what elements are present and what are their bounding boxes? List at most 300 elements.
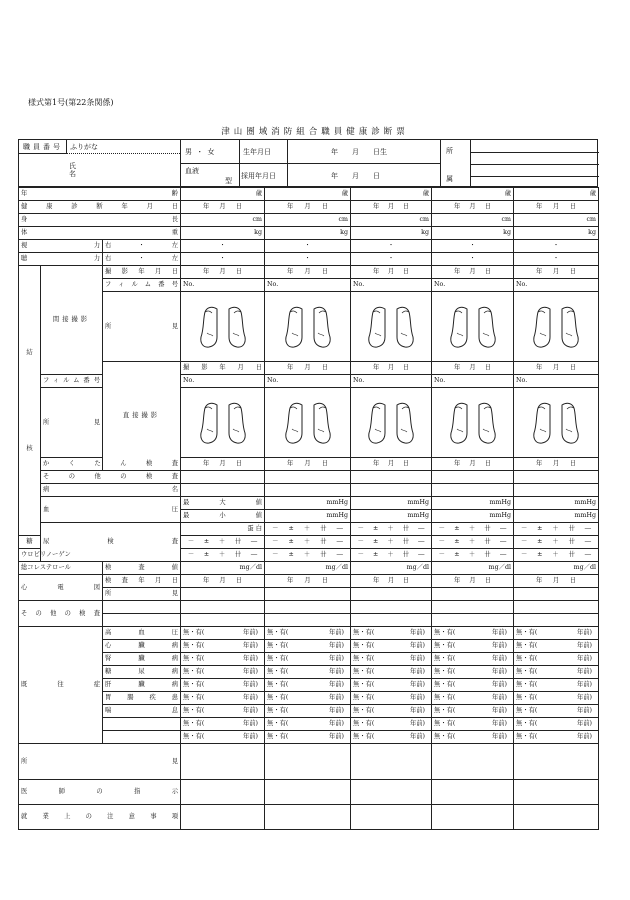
value-cell[interactable] (514, 780, 599, 805)
value-cell[interactable] (514, 601, 599, 614)
history-cell[interactable] (181, 627, 265, 640)
value-cell[interactable] (181, 780, 265, 805)
scale-mark: － (520, 525, 528, 532)
vision-dot: ・ (469, 242, 476, 249)
history-cell[interactable] (265, 705, 351, 718)
date-cell[interactable] (351, 266, 432, 279)
value-cell[interactable] (265, 780, 351, 805)
history-cell[interactable] (432, 666, 514, 679)
birthdate-value[interactable]: 年 月 日生 (331, 148, 387, 156)
history-yes-no: 無・有( (516, 694, 538, 701)
history-cell[interactable] (432, 692, 514, 705)
history-cell[interactable] (514, 679, 599, 692)
value-cell[interactable] (181, 601, 265, 614)
history-yes-no: 無・有( (516, 681, 538, 688)
vision-label: 視 力 (21, 242, 100, 249)
value-cell[interactable] (351, 497, 432, 510)
history-cell[interactable] (181, 640, 265, 653)
month-mark: 月 (219, 577, 226, 584)
date-cell[interactable] (351, 575, 432, 588)
value-cell[interactable] (265, 614, 351, 627)
vision-dot: ・ (469, 255, 476, 262)
value-cell[interactable] (351, 471, 432, 484)
history-yes-no: 無・有( (434, 668, 456, 675)
film-number-label: フィルム番号 (43, 377, 100, 384)
xray-findings-cell[interactable] (514, 388, 599, 458)
month-mark: 月 (304, 577, 311, 584)
date-cell[interactable] (432, 458, 514, 471)
month-mark: 月 (552, 268, 560, 275)
history-yes-no: 無・有( (353, 707, 375, 714)
history-yes-no: 無・有( (516, 720, 538, 727)
year-mark: 年 (536, 577, 543, 584)
history-cell[interactable] (181, 705, 265, 718)
film-no-cell[interactable] (432, 279, 514, 292)
value-cell[interactable] (432, 484, 514, 497)
history-cell[interactable] (181, 679, 265, 692)
doctor-instruction-label: 医師の指示 (21, 788, 179, 795)
history-years-ago: 年前) (491, 681, 508, 688)
scale-mark: ＋ (468, 551, 476, 558)
history-years-ago: 年前) (328, 720, 345, 727)
history-yes-no: 無・有( (434, 707, 456, 714)
value-cell[interactable] (351, 562, 432, 575)
value-cell[interactable] (181, 214, 265, 227)
month-mark: 月 (219, 203, 226, 210)
findings-label: 所 見 (105, 322, 179, 330)
history-cell[interactable] (514, 640, 599, 653)
date-cell[interactable] (265, 575, 351, 588)
value-cell[interactable] (432, 510, 514, 523)
history-cell[interactable] (514, 666, 599, 679)
date-cell[interactable] (432, 575, 514, 588)
value-cell[interactable] (351, 601, 432, 614)
value-cell[interactable] (181, 253, 265, 266)
history-disease-label: 肝 臓 病 (105, 681, 179, 688)
history-years-ago: 年前) (242, 642, 259, 649)
year-mark: 年 (536, 460, 543, 467)
year-mark: 年 (536, 364, 543, 371)
film-no-cell[interactable] (181, 375, 265, 388)
date-cell[interactable] (514, 362, 599, 375)
scale-mark: － (187, 551, 195, 558)
vision-dot: ・ (552, 255, 560, 262)
history-yes-no: 無・有( (516, 707, 538, 714)
urine-scale-cell[interactable] (265, 549, 351, 562)
film-no-prefix: No. (183, 377, 195, 384)
history-years-ago: 年前) (491, 707, 508, 714)
history-years-ago: 年前) (491, 629, 508, 636)
urine-scale-cell[interactable] (265, 523, 351, 536)
history-yes-no: 無・有( (267, 629, 289, 636)
history-years-ago: 年前) (491, 694, 508, 701)
history-years-ago: 年前) (576, 668, 593, 675)
value-cell[interactable] (265, 562, 351, 575)
history-years-ago: 年前) (576, 655, 593, 662)
value-cell[interactable] (432, 588, 514, 601)
value-cell[interactable] (514, 805, 599, 830)
scale-mark: ＋ (218, 551, 226, 558)
sex-field[interactable]: 男 ・ 女 (185, 148, 216, 156)
value-cell[interactable] (181, 614, 265, 627)
history-cell[interactable] (514, 705, 599, 718)
date-cell[interactable] (351, 458, 432, 471)
film-no-cell[interactable] (514, 375, 599, 388)
value-cell[interactable] (351, 805, 432, 830)
value-cell[interactable] (265, 805, 351, 830)
value-cell[interactable] (181, 227, 265, 240)
urine-scale-cell[interactable] (432, 523, 514, 536)
value-cell[interactable] (265, 253, 351, 266)
urine-scale-cell[interactable] (432, 549, 514, 562)
blood-type-label-2: 型 (225, 177, 232, 185)
value-cell[interactable] (514, 484, 599, 497)
year-mark: 年 (287, 577, 294, 584)
value-cell[interactable] (351, 588, 432, 601)
scale-mark: ＋ (552, 525, 559, 532)
scale-mark: 卄 (568, 525, 575, 532)
scale-mark: ― (584, 525, 592, 532)
history-cell[interactable] (514, 718, 599, 731)
value-cell[interactable] (265, 497, 351, 510)
value-cell[interactable] (351, 614, 432, 627)
value-cell[interactable] (265, 188, 351, 201)
day-mark: 日 (569, 268, 576, 275)
date-cell[interactable] (181, 201, 265, 214)
value-cell[interactable] (432, 188, 514, 201)
history-yes-no: 無・有( (434, 733, 456, 740)
history-cell[interactable] (265, 731, 351, 744)
history-cell[interactable] (432, 718, 514, 731)
history-yes-no: 無・有( (353, 681, 375, 688)
scale-mark: ± (203, 551, 210, 558)
film-no-cell[interactable] (432, 375, 514, 388)
value-cell[interactable] (265, 744, 351, 780)
date-cell[interactable] (432, 362, 514, 375)
age-unit: 歳 (255, 190, 263, 197)
xray-findings-cell[interactable] (351, 388, 432, 458)
weight-unit: kg (340, 229, 349, 236)
age-unit: 歳 (422, 190, 430, 197)
history-yes-no: 無・有( (267, 707, 289, 714)
value-cell[interactable] (514, 214, 599, 227)
history-cell[interactable] (351, 679, 432, 692)
scale-mark: ― (584, 538, 592, 545)
value-cell[interactable] (181, 188, 265, 201)
history-years-ago: 年前) (328, 681, 345, 688)
date-cell[interactable] (181, 575, 265, 588)
scale-mark: 卄 (568, 551, 575, 558)
weight-unit: kg (254, 229, 263, 236)
history-disease-label: 糖 尿 病 (105, 668, 179, 675)
history-cell[interactable] (351, 731, 432, 744)
value-cell[interactable] (514, 240, 599, 253)
date-cell[interactable] (265, 266, 351, 279)
xray-findings-cell[interactable] (181, 388, 265, 458)
history-cell[interactable] (351, 640, 432, 653)
value-cell[interactable] (351, 240, 432, 253)
history-cell[interactable] (265, 718, 351, 731)
day-mark: 日 (569, 577, 576, 584)
value-cell[interactable] (351, 227, 432, 240)
film-no-prefix: No. (267, 281, 279, 288)
value-cell[interactable] (514, 188, 599, 201)
xray-findings-cell[interactable] (265, 292, 351, 362)
scale-mark: ＋ (303, 525, 311, 532)
protein-label: 蛋 白 (247, 525, 263, 532)
film-no-cell[interactable] (181, 279, 265, 292)
value-cell[interactable] (265, 471, 351, 484)
urine-scale-cell[interactable] (432, 536, 514, 549)
history-cell[interactable] (351, 692, 432, 705)
history-yes-no: 無・有( (516, 668, 538, 675)
date-cell[interactable] (351, 362, 432, 375)
weight-unit: kg (421, 229, 430, 236)
scale-mark: － (272, 538, 279, 545)
tb-label-1: 結 (26, 348, 33, 356)
date-cell[interactable] (432, 266, 514, 279)
history-cell[interactable] (351, 666, 432, 679)
history-cell[interactable] (351, 627, 432, 640)
value-cell[interactable] (181, 588, 265, 601)
year-mark: 年 (536, 203, 543, 210)
year-mark: 年 (203, 460, 210, 467)
urine-scale-cell[interactable] (265, 536, 351, 549)
history-cell[interactable] (514, 627, 599, 640)
urine-scale-cell[interactable] (181, 536, 265, 549)
exam-date-label: 健康診断年月日 (21, 203, 179, 210)
history-years-ago: 年前) (242, 629, 259, 636)
date-cell[interactable] (351, 201, 432, 214)
month-mark: 月 (469, 203, 476, 210)
history-cell[interactable] (432, 679, 514, 692)
value-cell[interactable] (514, 497, 599, 510)
value-cell[interactable] (514, 614, 599, 627)
name-label-2: 名 (69, 170, 76, 178)
history-yes-no: 無・有( (183, 629, 205, 636)
history-cell[interactable] (181, 666, 265, 679)
urine-scale-cell[interactable] (514, 549, 599, 562)
direct-xray-label: 直接撮影 (122, 412, 161, 419)
value-cell[interactable] (265, 588, 351, 601)
scale-mark: 卄 (484, 538, 491, 545)
value-cell[interactable] (351, 214, 432, 227)
value-cell[interactable] (181, 562, 265, 575)
xray-findings-cell[interactable] (265, 388, 351, 458)
scale-mark: － (520, 538, 528, 545)
history-cell[interactable] (265, 679, 351, 692)
value-cell[interactable] (432, 253, 514, 266)
scale-mark: ＋ (387, 525, 394, 532)
date-cell[interactable] (265, 362, 351, 375)
history-cell[interactable] (432, 640, 514, 653)
value-cell[interactable] (514, 744, 599, 780)
date-cell[interactable] (181, 266, 265, 279)
value-cell[interactable] (432, 780, 514, 805)
scale-mark: ― (418, 538, 425, 545)
history-years-ago: 年前) (409, 629, 426, 636)
date-cell[interactable] (514, 201, 599, 214)
tb-section-label (19, 266, 41, 536)
date-cell[interactable] (265, 201, 351, 214)
cholesterol-unit: mg／dl (488, 564, 512, 571)
value-cell[interactable] (181, 484, 265, 497)
history-cell[interactable] (514, 692, 599, 705)
form-title: 津山圏域消防組合職員健康診断票 (221, 127, 409, 137)
history-cell[interactable] (181, 731, 265, 744)
right-left-label: 右 ・ 左 (105, 242, 179, 249)
vision-dot: ・ (387, 255, 395, 262)
history-cell[interactable] (181, 692, 265, 705)
value-cell[interactable] (351, 484, 432, 497)
value-cell[interactable] (432, 562, 514, 575)
scale-mark: 卄 (402, 538, 410, 545)
value-cell[interactable] (432, 744, 514, 780)
date-cell[interactable] (432, 201, 514, 214)
film-no-cell[interactable] (265, 279, 351, 292)
form-reference: 様式第1号(第22条関係) (28, 98, 114, 107)
scale-mark: ± (372, 525, 379, 532)
month-mark: 月 (304, 268, 311, 275)
value-cell[interactable] (181, 805, 265, 830)
urine-scale-cell[interactable] (351, 523, 432, 536)
hire-date-value[interactable]: 年 月 日 (331, 172, 380, 180)
history-cell[interactable] (181, 653, 265, 666)
scale-mark: 卄 (568, 538, 575, 545)
date-cell[interactable] (514, 458, 599, 471)
value-cell[interactable] (514, 471, 599, 484)
history-cell[interactable] (432, 731, 514, 744)
value-cell[interactable] (432, 471, 514, 484)
urine-scale-cell[interactable] (351, 549, 432, 562)
value-cell[interactable] (181, 471, 265, 484)
scale-mark: ± (537, 538, 543, 545)
history-cell[interactable] (514, 653, 599, 666)
value-cell[interactable] (432, 805, 514, 830)
history-cell[interactable] (432, 653, 514, 666)
value-cell[interactable] (514, 588, 599, 601)
history-cell[interactable] (351, 705, 432, 718)
film-no-cell[interactable] (351, 375, 432, 388)
ecg-label: 心 電 図 (21, 583, 100, 591)
height-unit: cm (338, 216, 349, 223)
film-no-cell[interactable] (265, 375, 351, 388)
xray-findings-cell[interactable] (432, 292, 514, 362)
value-cell[interactable] (514, 227, 599, 240)
value-cell[interactable] (265, 240, 351, 253)
value-cell[interactable] (351, 188, 432, 201)
history-cell[interactable] (265, 640, 351, 653)
value-cell[interactable] (181, 744, 265, 780)
value-cell[interactable] (432, 497, 514, 510)
value-cell[interactable] (265, 214, 351, 227)
value-cell[interactable] (351, 744, 432, 780)
date-cell[interactable] (181, 458, 265, 471)
ecg-date-label: 検査年月日 (105, 577, 179, 584)
date-cell[interactable] (514, 575, 599, 588)
value-cell[interactable] (514, 562, 599, 575)
film-no-cell[interactable] (514, 279, 599, 292)
value-cell[interactable] (432, 214, 514, 227)
history-years-ago: 年前) (491, 655, 508, 662)
history-years-ago: 年前) (242, 733, 259, 740)
scale-mark: ± (288, 538, 294, 545)
value-cell[interactable] (514, 253, 599, 266)
month-mark: 月 (304, 460, 311, 467)
history-cell[interactable] (432, 627, 514, 640)
history-disease-label: 腎 臓 病 (105, 655, 179, 662)
urine-scale-cell[interactable] (514, 536, 599, 549)
date-cell[interactable] (514, 266, 599, 279)
xray-findings-cell[interactable] (181, 292, 265, 362)
history-cell[interactable] (265, 692, 351, 705)
year-mark: 年 (454, 577, 461, 584)
day-mark: 日 (235, 268, 242, 275)
history-years-ago: 年前) (409, 694, 426, 701)
history-years-ago: 年前) (576, 707, 593, 714)
year-mark: 年 (373, 364, 380, 371)
value-cell[interactable] (432, 227, 514, 240)
history-cell[interactable] (181, 718, 265, 731)
value-cell[interactable] (181, 240, 265, 253)
urine-scale-cell[interactable] (351, 536, 432, 549)
tb-label-2: 核 (26, 444, 33, 452)
history-cell[interactable] (265, 653, 351, 666)
scale-mark: ＋ (218, 538, 226, 545)
history-cell[interactable] (351, 718, 432, 731)
xray-findings-cell[interactable] (432, 388, 514, 458)
urobilinogen-label: ウロビリノーゲン (21, 551, 71, 558)
scale-mark: 卄 (320, 538, 327, 545)
urine-scale-cell[interactable] (514, 523, 599, 536)
urine-scale-cell[interactable] (181, 549, 265, 562)
history-cell[interactable] (351, 653, 432, 666)
film-no-cell[interactable] (351, 279, 432, 292)
history-yes-no: 無・有( (267, 681, 289, 688)
value-cell[interactable] (514, 510, 599, 523)
history-years-ago: 年前) (491, 642, 508, 649)
value-cell[interactable] (265, 227, 351, 240)
xray-findings-cell[interactable] (351, 292, 432, 362)
history-yes-no: 無・有( (353, 720, 375, 727)
history-cell[interactable] (514, 731, 599, 744)
value-cell[interactable] (265, 601, 351, 614)
history-years-ago: 年前) (576, 681, 593, 688)
day-mark: 日 (235, 577, 242, 584)
xray-findings-cell[interactable] (514, 292, 599, 362)
value-cell[interactable] (432, 601, 514, 614)
history-yes-no: 無・有( (183, 642, 205, 649)
history-yes-no: 無・有( (183, 707, 205, 714)
value-cell[interactable] (265, 484, 351, 497)
other-exam-label: その他の検査 (21, 609, 100, 617)
value-cell[interactable] (432, 614, 514, 627)
value-cell[interactable] (351, 510, 432, 523)
value-cell[interactable] (351, 780, 432, 805)
history-cell[interactable] (432, 705, 514, 718)
vision-dot: ・ (219, 255, 226, 262)
history-years-ago: 年前) (576, 629, 593, 636)
date-cell[interactable] (265, 458, 351, 471)
value-cell[interactable] (265, 510, 351, 523)
scale-mark: ― (500, 525, 507, 532)
value-cell[interactable] (432, 240, 514, 253)
mmhg-unit: mmHg (489, 499, 512, 506)
history-cell[interactable] (265, 627, 351, 640)
lung-diagram (445, 399, 501, 447)
history-cell[interactable] (265, 666, 351, 679)
value-cell[interactable] (351, 253, 432, 266)
